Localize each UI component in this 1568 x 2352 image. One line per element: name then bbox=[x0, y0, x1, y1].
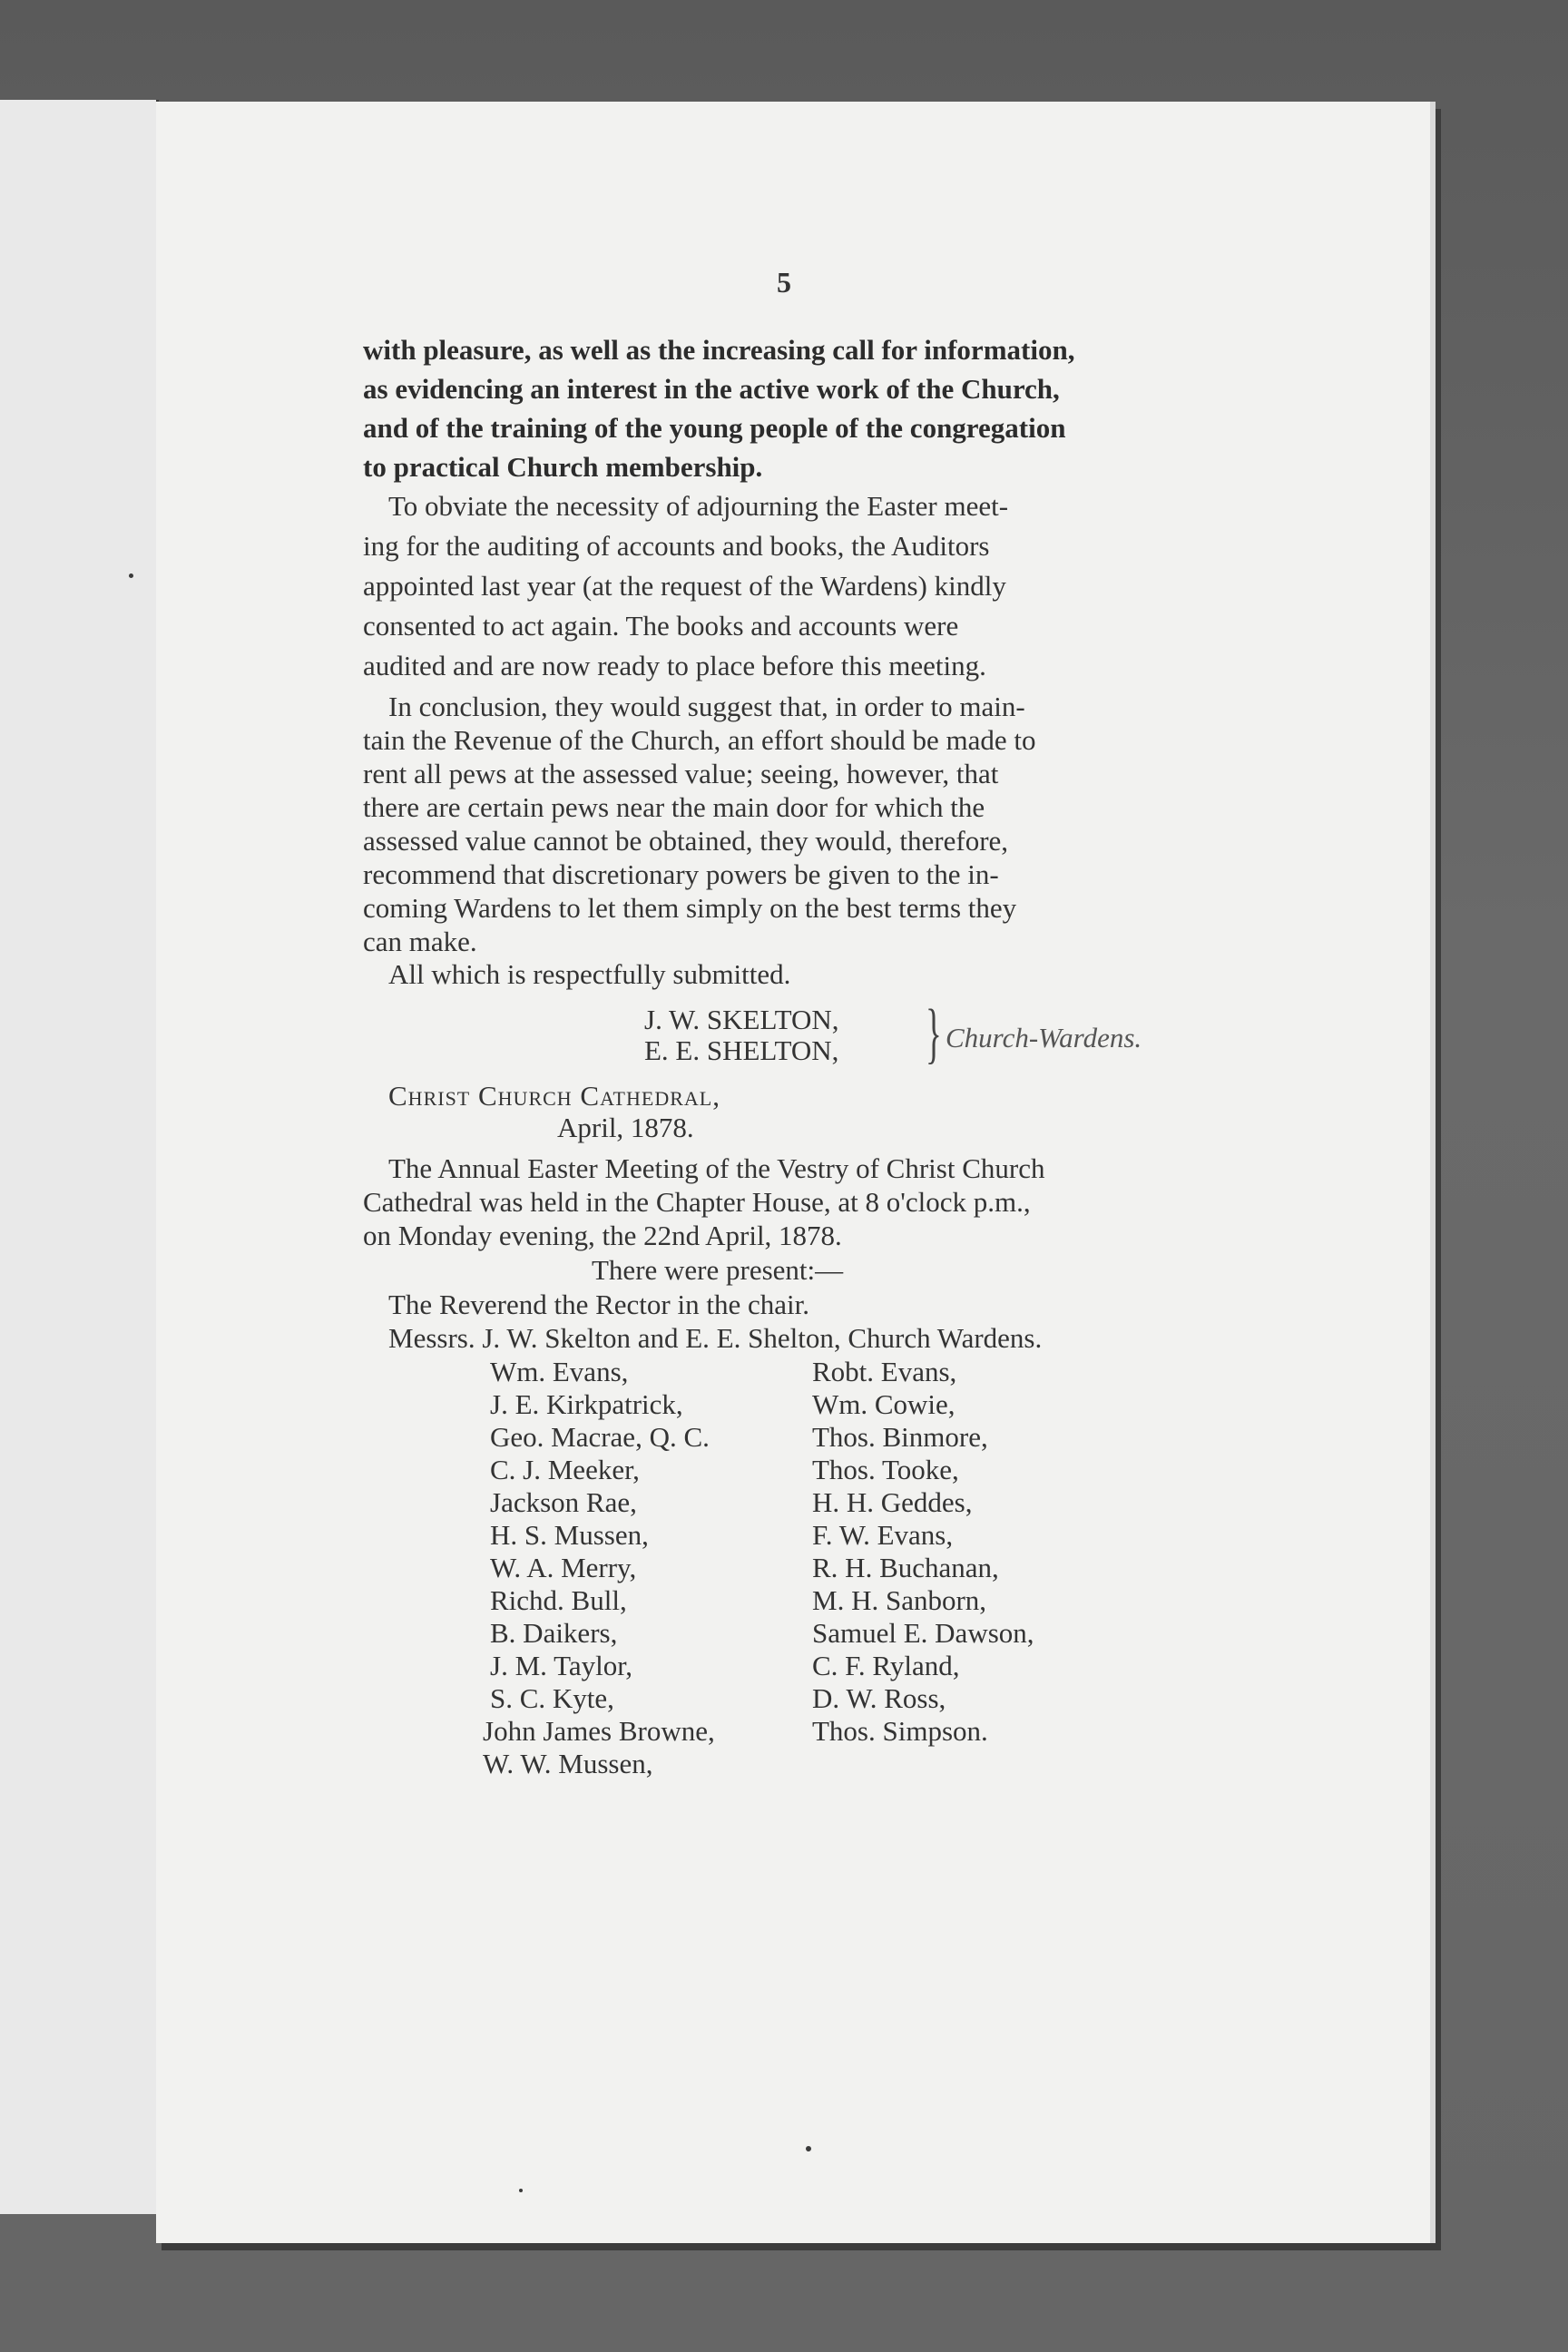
attendee-name: Wm. Evans, bbox=[490, 1356, 629, 1387]
paragraph-3-line: rent all pews at the assessed value; seeing, however, that bbox=[363, 758, 999, 789]
paragraph-3-line: there are certain pews near the main door for which the bbox=[363, 791, 985, 823]
paragraph-2-line: ing for the auditing of accounts and books, the Auditors bbox=[363, 530, 990, 562]
closing-line: All which is respectfully submitted. bbox=[388, 958, 791, 990]
minutes-line: The Annual Easter Meeting of the Vestry of Christ Church bbox=[388, 1152, 1045, 1184]
paragraph-1-line: and of the training of the young people of the congregation bbox=[363, 412, 1066, 444]
attendee-name: Thos. Simpson. bbox=[812, 1715, 988, 1747]
signatory-name: J. W. SKELTON, bbox=[644, 1004, 839, 1035]
attendee-name: Wm. Cowie, bbox=[812, 1388, 956, 1420]
attendee-name: Jackson Rae, bbox=[490, 1486, 637, 1518]
attendee-name: W. W. Mussen, bbox=[483, 1748, 653, 1779]
signatory-role: Church-Wardens. bbox=[946, 1022, 1142, 1054]
attendee-name: H. H. Geddes, bbox=[812, 1486, 973, 1518]
attendee-name: C. J. Meeker, bbox=[490, 1454, 640, 1485]
paragraph-3-line: tain the Revenue of the Church, an effort should be made to bbox=[363, 724, 1036, 756]
speck-mark bbox=[519, 2189, 523, 2192]
present-heading: There were present:— bbox=[592, 1254, 844, 1286]
chair-line: The Reverend the Rector in the chair. bbox=[388, 1289, 809, 1320]
brace-symbol: } bbox=[926, 996, 942, 1071]
wardens-line: Messrs. J. W. Skelton and E. E. Shelton, Church Wardens. bbox=[388, 1322, 1043, 1354]
attendee-name: Geo. Macrae, Q. C. bbox=[490, 1421, 710, 1453]
attendee-name: Thos. Binmore, bbox=[812, 1421, 988, 1453]
minutes-line: on Monday evening, the 22nd April, 1878. bbox=[363, 1220, 842, 1251]
paragraph-2-line: To obviate the necessity of adjourning the Easter meet- bbox=[388, 490, 1009, 522]
page-number: 5 bbox=[777, 266, 791, 299]
page-edge bbox=[1430, 102, 1436, 2243]
paragraph-3-line: assessed value cannot be obtained, they would, therefore, bbox=[363, 825, 1009, 857]
date-line: April, 1878. bbox=[557, 1112, 694, 1143]
paragraph-3-line: In conclusion, they would suggest that, in order to main- bbox=[388, 691, 1025, 722]
paragraph-2-line: appointed last year (at the request of the Wardens) kindly bbox=[363, 570, 1006, 602]
paragraph-2-line: consented to act again. The books and accounts were bbox=[363, 610, 959, 642]
paragraph-3-line: coming Wardens to let them simply on the best terms they bbox=[363, 892, 1017, 924]
attendee-name: C. F. Ryland, bbox=[812, 1650, 960, 1681]
attendee-name: W. A. Merry, bbox=[490, 1552, 637, 1583]
paragraph-2-line: audited and are now ready to place before this meeting. bbox=[363, 650, 986, 681]
attendee-name: H. S. Mussen, bbox=[490, 1519, 649, 1551]
attendee-name: J. E. Kirkpatrick, bbox=[490, 1388, 683, 1420]
paragraph-1-line: to practical Church membership. bbox=[363, 451, 763, 483]
attendee-name: J. M. Taylor, bbox=[490, 1650, 633, 1681]
attendee-name: Samuel E. Dawson, bbox=[812, 1617, 1034, 1649]
facing-page-edge bbox=[0, 100, 159, 2214]
minutes-line: Cathedral was held in the Chapter House, at 8 o'clock p.m., bbox=[363, 1186, 1031, 1218]
paragraph-3-line: can make. bbox=[363, 926, 477, 957]
attendee-name: F. W. Evans, bbox=[812, 1519, 954, 1551]
document-page bbox=[156, 102, 1436, 2243]
attendee-name: R. H. Buchanan, bbox=[812, 1552, 999, 1583]
attendee-name: D. W. Ross, bbox=[812, 1682, 946, 1714]
paragraph-3-line: recommend that discretionary powers be given to the in- bbox=[363, 858, 999, 890]
attendee-name: Richd. Bull, bbox=[490, 1584, 627, 1616]
speck-mark bbox=[806, 2146, 811, 2151]
attendee-name: John James Browne, bbox=[483, 1715, 715, 1747]
speck-mark bbox=[129, 573, 133, 578]
place-line: Christ Church Cathedral, bbox=[388, 1080, 720, 1112]
signatory-name: E. E. SHELTON, bbox=[644, 1034, 839, 1066]
attendee-name: B. Daikers, bbox=[490, 1617, 618, 1649]
paragraph-1-line: as evidencing an interest in the active work of the Church, bbox=[363, 373, 1060, 405]
paragraph-1-line: with pleasure, as well as the increasing call for information, bbox=[363, 334, 1075, 366]
attendee-name: S. C. Kyte, bbox=[490, 1682, 614, 1714]
attendee-name: Thos. Tooke, bbox=[812, 1454, 959, 1485]
attendee-name: M. H. Sanborn, bbox=[812, 1584, 987, 1616]
attendee-name: Robt. Evans, bbox=[812, 1356, 957, 1387]
